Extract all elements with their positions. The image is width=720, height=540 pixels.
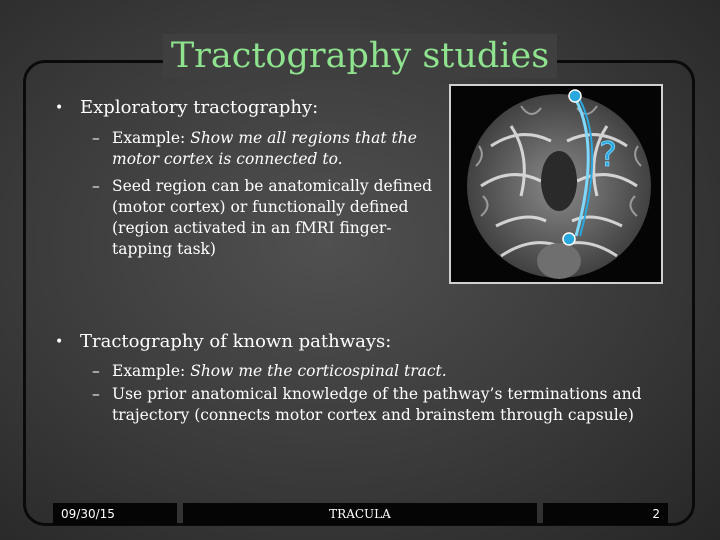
sub-bullet-text [112, 361, 447, 382]
dash-glyph: – [92, 385, 100, 403]
dash-glyph: – [92, 177, 100, 195]
sub-bullet-text: Seed region can be anatomically defined (motor cortex) or functionally defined (region activated in an fMRI finger-tapping task) [112, 177, 433, 258]
example-italic-text: Show me all regions that the motor cortex is connected to. [112, 129, 417, 168]
bullet-glyph: • [55, 100, 64, 116]
footer-page-number: 2 [543, 503, 668, 525]
brainstem [537, 243, 581, 279]
brain-figure [449, 84, 663, 284]
footer-date: 09/30/15 [53, 503, 177, 525]
example-prefix: Example: [112, 129, 191, 147]
sub-bullet-text: Use prior anatomical knowledge of the pathway’s terminations and trajectory (connects motor cortex and brainstem through capsule) [112, 385, 642, 424]
target-marker [563, 233, 575, 245]
bullet-glyph: • [55, 334, 64, 350]
bullet-label: Exploratory tractography: [80, 97, 319, 118]
title-area [0, 34, 720, 78]
example-prefix: Example: [112, 362, 191, 380]
example-italic-text: Show me the corticospinal tract. [190, 362, 447, 380]
seed-marker [569, 90, 581, 102]
question-mark: ? [599, 135, 618, 175]
sub-bullet-text [112, 128, 442, 170]
footer-title: TRACULA [183, 503, 537, 525]
brain-illustration [451, 86, 661, 282]
ventricles [541, 151, 577, 211]
slide-title: Tractography studies [163, 34, 557, 78]
bullet-label: Tractography of known pathways: [80, 331, 392, 352]
dash-glyph: – [92, 362, 100, 380]
dash-glyph: – [92, 129, 100, 147]
